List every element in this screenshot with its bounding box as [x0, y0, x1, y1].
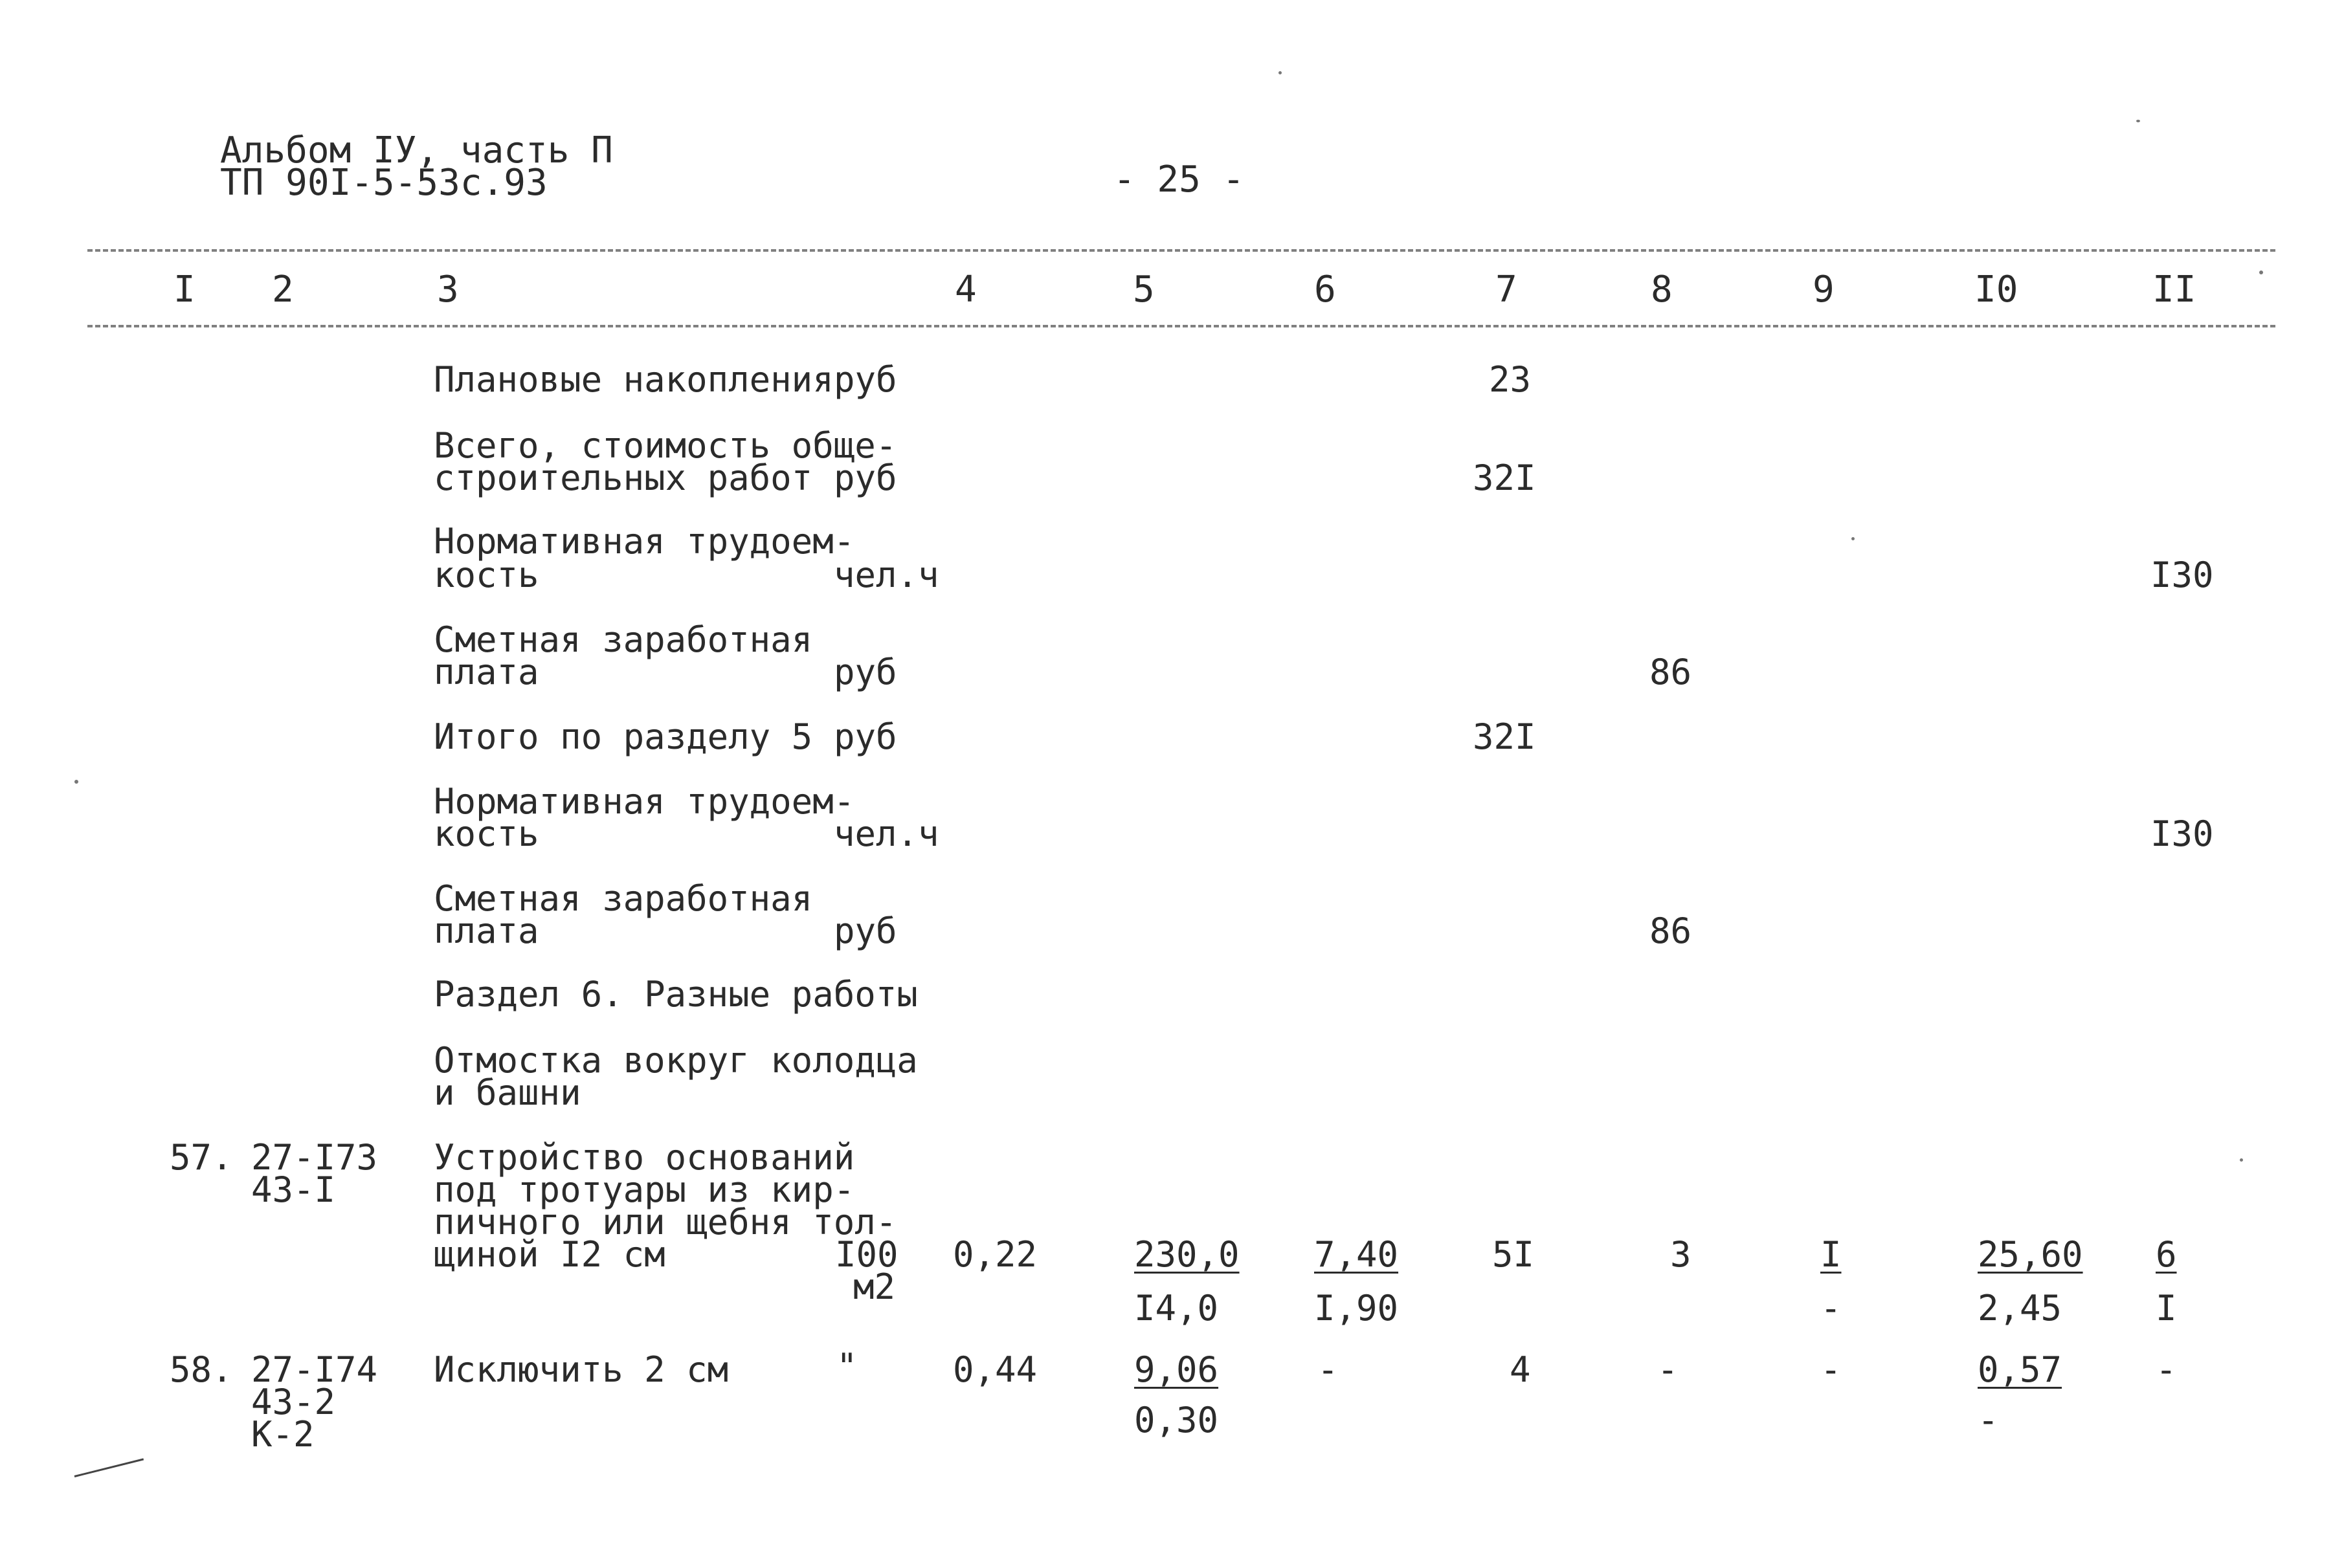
row-description: Нормативная трудоем- [434, 781, 855, 822]
cell-col11: I30 [2150, 813, 2214, 854]
row-unit: руб [834, 652, 897, 692]
row-unit: руб [834, 911, 897, 951]
row-unit: руб [834, 359, 897, 400]
scan-speck [2259, 271, 2263, 274]
col-header-6: 6 [1314, 269, 1336, 311]
row-unit: руб [834, 458, 897, 498]
cell-col6-bottom: I,90 [1314, 1288, 1399, 1329]
header-bottom-rule [87, 325, 2275, 327]
row-unit: чел.ч [834, 555, 939, 595]
cell-col5-bottom: 0,30 [1134, 1400, 1219, 1441]
row-description: Нормативная трудоем- [434, 521, 855, 562]
row-unit-sub: м2 [853, 1266, 896, 1307]
cell-col11: I30 [2150, 555, 2214, 595]
table-top-rule [87, 249, 2275, 252]
row-description: Сметная заработная [434, 878, 813, 919]
item-number: 57. [170, 1137, 233, 1178]
row-description: Сметная заработная [434, 619, 813, 660]
row-description: Отмостка вокруг колодца [434, 1040, 918, 1081]
rate-code-sub: 43-2 [251, 1382, 336, 1422]
col-header-10: I0 [1974, 269, 2018, 311]
cell-col9-bottom: - [1820, 1288, 1842, 1329]
row-description-cont: щиной I2 см [434, 1234, 665, 1275]
col-header-4: 4 [955, 269, 977, 311]
col-header-1: I [173, 269, 195, 311]
cell-col5-top: 230,0 [1134, 1234, 1240, 1275]
page-number: - 25 - [1113, 159, 1245, 201]
col-header-7: 7 [1495, 269, 1517, 311]
cell-col8: 3 [1670, 1234, 1691, 1275]
rate-code-sub: 43-I [251, 1169, 336, 1210]
row-unit: руб [834, 716, 897, 757]
col-header-11: II [2152, 269, 2196, 311]
cell-col8: 86 [1649, 911, 1692, 951]
cell-col9: - [1820, 1349, 1842, 1390]
cell-col6: - [1317, 1349, 1339, 1390]
cell-col5-bottom: I4,0 [1134, 1288, 1219, 1329]
scan-speck [1851, 537, 1855, 540]
section-heading: Раздел 6. Разные работы [434, 974, 918, 1015]
cell-col10-top: 0,57 [1978, 1349, 2062, 1390]
row-description: Исключить 2 см [434, 1349, 729, 1390]
cell-col8: - [1657, 1349, 1679, 1390]
cell-col7: 4 [1510, 1349, 1531, 1390]
row-description: Плановые накопления [434, 359, 834, 400]
col-header-3: 3 [437, 269, 459, 311]
row-description-cont: строительных работ [434, 458, 813, 498]
row-description-cont: плата [434, 652, 539, 692]
cell-col7: 32I [1473, 458, 1536, 498]
scan-speck [74, 780, 78, 784]
cell-col9-top: I [1820, 1234, 1842, 1275]
row-description: Итого по разделу 5 [434, 716, 813, 757]
rate-code-sub: К-2 [251, 1414, 315, 1455]
cell-col7: 23 [1489, 359, 1532, 400]
row-description-cont: кость [434, 555, 539, 595]
row-unit: чел.ч [834, 813, 939, 854]
cell-col11: - [2156, 1349, 2177, 1390]
cell-col8: 86 [1649, 652, 1692, 692]
scan-speck [2240, 1158, 2243, 1162]
cell-col6-top: 7,40 [1314, 1234, 1399, 1275]
row-description-cont: кость [434, 813, 539, 854]
row-description-cont: плата [434, 911, 539, 951]
pen-mark [74, 1458, 144, 1477]
scan-speck [1278, 71, 1282, 74]
cell-col10-bottom: 2,45 [1978, 1288, 2062, 1329]
row-description: Устройство оснований [434, 1137, 855, 1178]
row-description-cont: и башни [434, 1072, 581, 1113]
project-code: ТП 90I-5-53с.93 [220, 162, 548, 204]
col-header-8: 8 [1651, 269, 1673, 311]
rate-code: 27-I74 [251, 1349, 378, 1390]
item-number: 58. [170, 1349, 233, 1390]
row-description: Всего, стоимость обще- [434, 425, 897, 466]
cell-col4: 0,44 [953, 1349, 1038, 1390]
scan-speck [2136, 120, 2140, 122]
col-header-5: 5 [1133, 269, 1155, 311]
row-description-cont: под тротуары из кир- [434, 1169, 855, 1210]
cell-col4: 0,22 [953, 1234, 1038, 1275]
col-header-9: 9 [1813, 269, 1835, 311]
cell-col11-bottom: I [2156, 1288, 2177, 1329]
row-description-cont: пичного или щебня тол- [434, 1202, 897, 1242]
cell-col10-bottom: - [1978, 1400, 1999, 1441]
cell-col11-top: 6 [2156, 1234, 2177, 1275]
cell-col7: 32I [1473, 716, 1536, 757]
cell-col5-top: 9,06 [1134, 1349, 1219, 1390]
row-unit: I00 [835, 1234, 899, 1275]
album-label: Альбом IУ, часть П [220, 129, 613, 171]
row-unit: " [836, 1346, 858, 1387]
cell-col10-top: 25,60 [1978, 1234, 2083, 1275]
rate-code: 27-I73 [251, 1137, 378, 1178]
col-header-2: 2 [272, 269, 294, 311]
cell-col7: 5I [1492, 1234, 1535, 1275]
